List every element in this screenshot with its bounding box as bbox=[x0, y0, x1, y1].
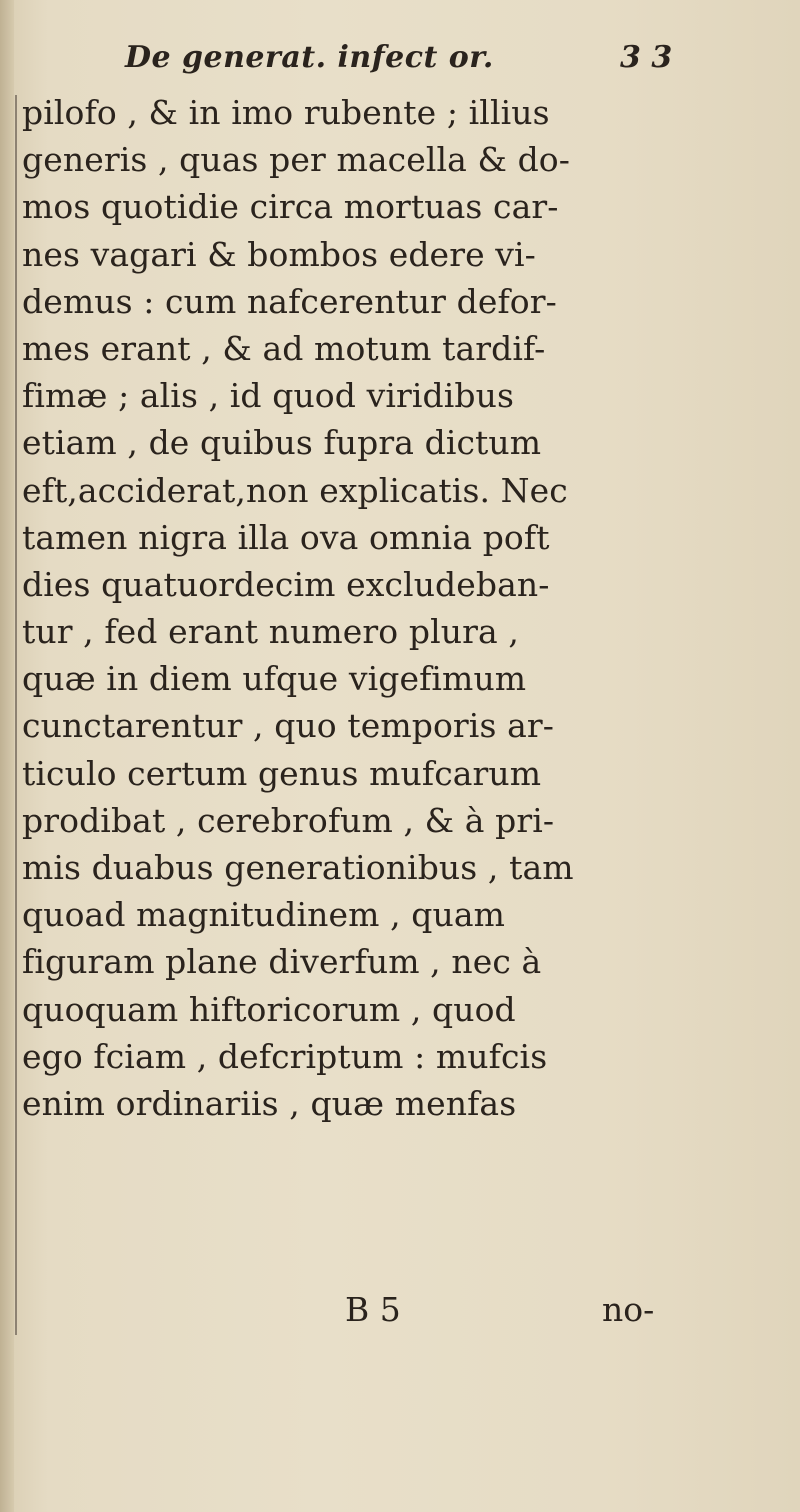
text-line: generis , quas per macella & do- bbox=[22, 140, 571, 180]
text-line: tur , fed erant numero plura , bbox=[22, 612, 519, 652]
text-line: ticulo certum genus mufcarum bbox=[22, 753, 542, 793]
text-line: demus : cum nafcerentur defor- bbox=[22, 281, 557, 321]
text-line: quoad magnitudinem , quam bbox=[22, 895, 506, 935]
catchword: no- bbox=[602, 1290, 655, 1329]
text-line: figuram plane diverfum , nec à bbox=[22, 942, 542, 982]
text-line: tamen nigra illa ova omnia poft bbox=[22, 517, 550, 557]
binding-edge-line bbox=[15, 95, 17, 1335]
body-text bbox=[22, 89, 692, 1127]
text-line: mes erant , & ad motum tardif- bbox=[22, 328, 546, 368]
text-line: enim ordinariis , quæ menfas bbox=[22, 1083, 517, 1123]
text-line: dies quatuordecim excludeban- bbox=[22, 564, 550, 604]
running-header bbox=[0, 36, 800, 86]
text-line: quæ in diem ufque vigefimum bbox=[22, 659, 527, 699]
text-line: prodibat , cerebrofum , & à pri- bbox=[22, 800, 555, 840]
text-line: mis duabus generationibus , tam bbox=[22, 848, 574, 887]
page-footer bbox=[0, 1290, 800, 1340]
text-line: cunctarentur , quo temporis ar- bbox=[22, 706, 554, 746]
text-line: quoquam hiftoricorum , quod bbox=[22, 989, 516, 1029]
text-line: pilofo , & in imo rubente ; illius bbox=[22, 93, 550, 132]
running-title: De generat. infect or. bbox=[125, 40, 494, 75]
text-line: ego fciam , defcriptum : mufcis bbox=[22, 1036, 548, 1076]
page-gutter bbox=[0, 0, 14, 1512]
page-number: 3 3 bbox=[620, 40, 673, 75]
text-line: fimæ ; alis , id quod viridibus bbox=[22, 376, 515, 416]
signature-mark: B 5 bbox=[345, 1290, 401, 1329]
text-line: nes vagari & bombos edere vi- bbox=[22, 234, 536, 274]
text-line: mos quotidie circa mortuas car- bbox=[22, 187, 559, 227]
text-line: etiam , de quibus fupra dictum bbox=[22, 423, 542, 463]
text-line: eft,acciderat,non explicatis. Nec bbox=[22, 470, 568, 510]
